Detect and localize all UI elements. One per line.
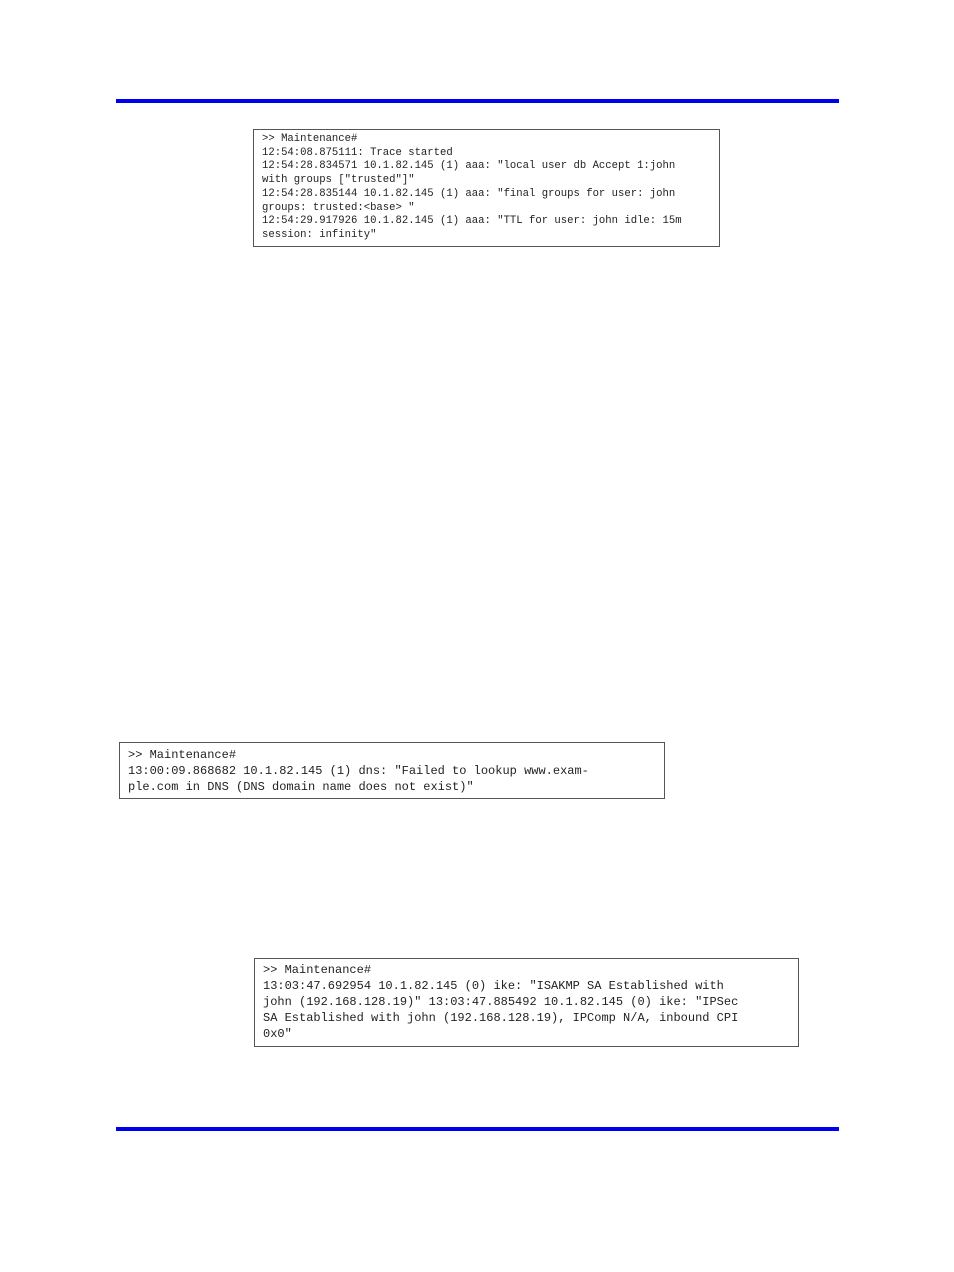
- terminal-line: john (192.168.128.19)" 13:03:47.885492 10.1.82.145 (0) ike: "IPSec: [263, 995, 739, 1009]
- terminal-line: 12:54:28.835144 10.1.82.145 (1) aaa: "final groups for user: john: [262, 187, 676, 200]
- header-rule: [116, 99, 839, 103]
- terminal-line: SA Established with john (192.168.128.19), IPComp N/A, inbound CPI: [263, 1011, 739, 1025]
- terminal-output-dns-trace: [119, 742, 665, 799]
- terminal-line: >> Maintenance#: [262, 133, 358, 145]
- terminal-line: 12:54:28.834571 10.1.82.145 (1) aaa: "local user db Accept 1:john: [262, 160, 676, 173]
- terminal-line: with groups ["trusted"]": [262, 174, 415, 187]
- terminal-line: >> Maintenance#: [128, 748, 237, 762]
- footer-rule: [116, 1127, 839, 1131]
- terminal-line: groups: trusted:<base> ": [262, 201, 415, 214]
- terminal-line: 13:00:09.868682 10.1.82.145 (1) dns: "Failed to lookup www.exam-: [128, 764, 589, 778]
- terminal-line: 12:54:08.875111: Trace started: [262, 146, 453, 159]
- terminal-line: 13:03:47.692954 10.1.82.145 (0) ike: "ISAKMP SA Established with: [263, 979, 724, 993]
- terminal-output-aaa-trace: [253, 129, 720, 247]
- terminal-line: session: infinity": [262, 228, 377, 241]
- terminal-line: 0x0": [263, 1027, 292, 1041]
- terminal-line: ple.com in DNS (DNS domain name does not exist)": [128, 780, 474, 794]
- terminal-line: >> Maintenance#: [263, 963, 372, 977]
- terminal-line: 12:54:29.917926 10.1.82.145 (1) aaa: "TTL for user: john idle: 15m: [262, 215, 682, 228]
- terminal-output-ike-trace: [254, 958, 799, 1047]
